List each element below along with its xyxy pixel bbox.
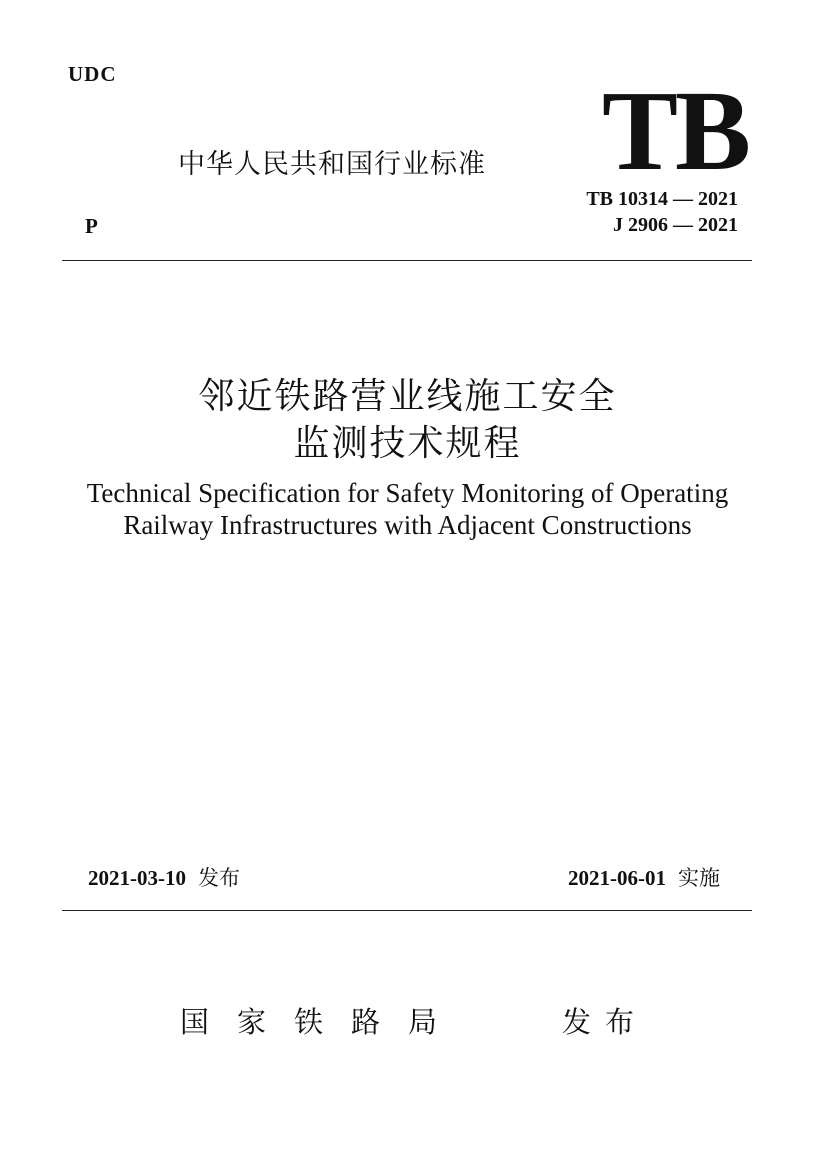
title-cn-line1: 邻近铁路营业线施工安全 [198, 376, 617, 417]
title-en-line1: Technical Specification for Safety Monitoring of Operating [86, 478, 729, 508]
effective-label: 实施 [678, 866, 720, 890]
industry-standard-label: 中华人民共和国行业标准 [178, 149, 486, 180]
issuer-name: 国家铁路局 [180, 1005, 466, 1039]
udc-label: UDC [68, 62, 117, 86]
standard-code: TB 10314 — 2021 [586, 188, 738, 210]
bottom-divider [62, 910, 752, 911]
record-code: J 2906 — 2021 [613, 214, 738, 236]
effective-date: 2021-06-01 [568, 866, 666, 890]
title-cn-line2: 监测技术规程 [293, 423, 522, 464]
issue-date: 2021-03-10 [88, 866, 186, 890]
classification-label: P [85, 214, 98, 238]
publish-label: 发布 [562, 1005, 649, 1039]
issue-date-block [88, 862, 240, 892]
tb-logo: TB [602, 67, 749, 194]
title-en-line2: Railway Infrastructures with Adjacent Constructions [123, 510, 692, 540]
effective-date-block [568, 862, 720, 892]
issue-label: 发布 [198, 866, 240, 890]
top-divider [62, 260, 752, 261]
